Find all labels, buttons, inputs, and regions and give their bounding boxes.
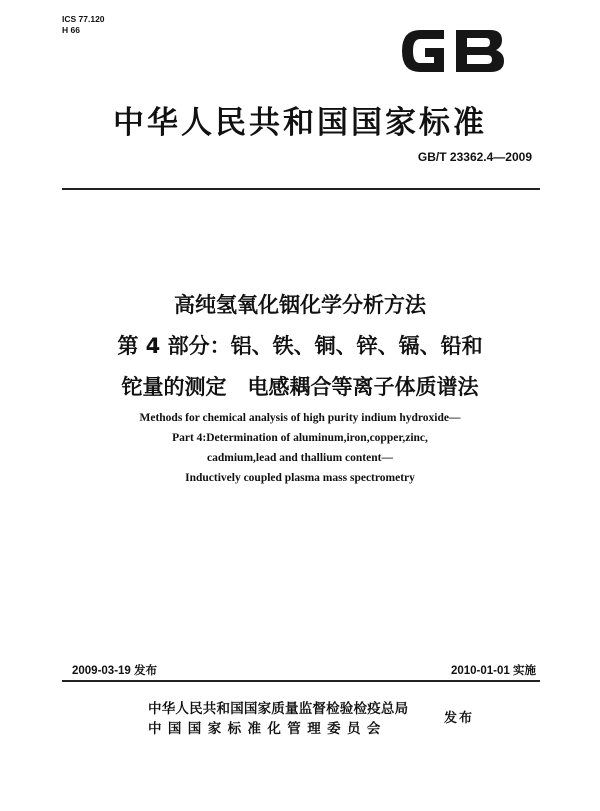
issuer-action: 发布 [444,711,475,726]
header-divider [62,188,540,190]
title-zh-line-2: 第 4 部分：铝、铁、铜、锌、镉、铅和 [117,334,483,358]
title-en-line-2: Part 4:Determination of aluminum,iron,copper,zinc, [172,432,428,444]
ics-code: ICS 77.120 [62,14,105,24]
issue-date: 2009-03-19 发布 [72,665,158,677]
footer-divider [62,680,540,682]
gb-logo [398,26,514,76]
title-en-line-1: Methods for chemical analysis of high purity indium hydroxide— [139,412,461,424]
issuer-line-1: 中华人民共和国国家质量监督检验检疫总局 [148,701,409,717]
ccs-code: H 66 [62,25,80,35]
title-en-line-3: cadmium,lead and thallium content— [207,452,393,464]
classification-codes [62,14,105,36]
issuer-line-2: 中国国家标准化管理委员会 [148,721,387,737]
title-zh-line-1: 高纯氢氧化铟化学分析方法 [174,293,426,317]
title-en-line-4: Inductively coupled plasma mass spectrometry [185,472,415,484]
implementation-date: 2010-01-01 实施 [450,665,536,677]
title-zh-line-3: 铊量的测定 电感耦合等离子体质谱法 [121,375,479,399]
standard-number: GB/T 23362.4—2009 [417,150,532,164]
standard-type-title: 中华人民共和国国家标准 [113,105,487,141]
